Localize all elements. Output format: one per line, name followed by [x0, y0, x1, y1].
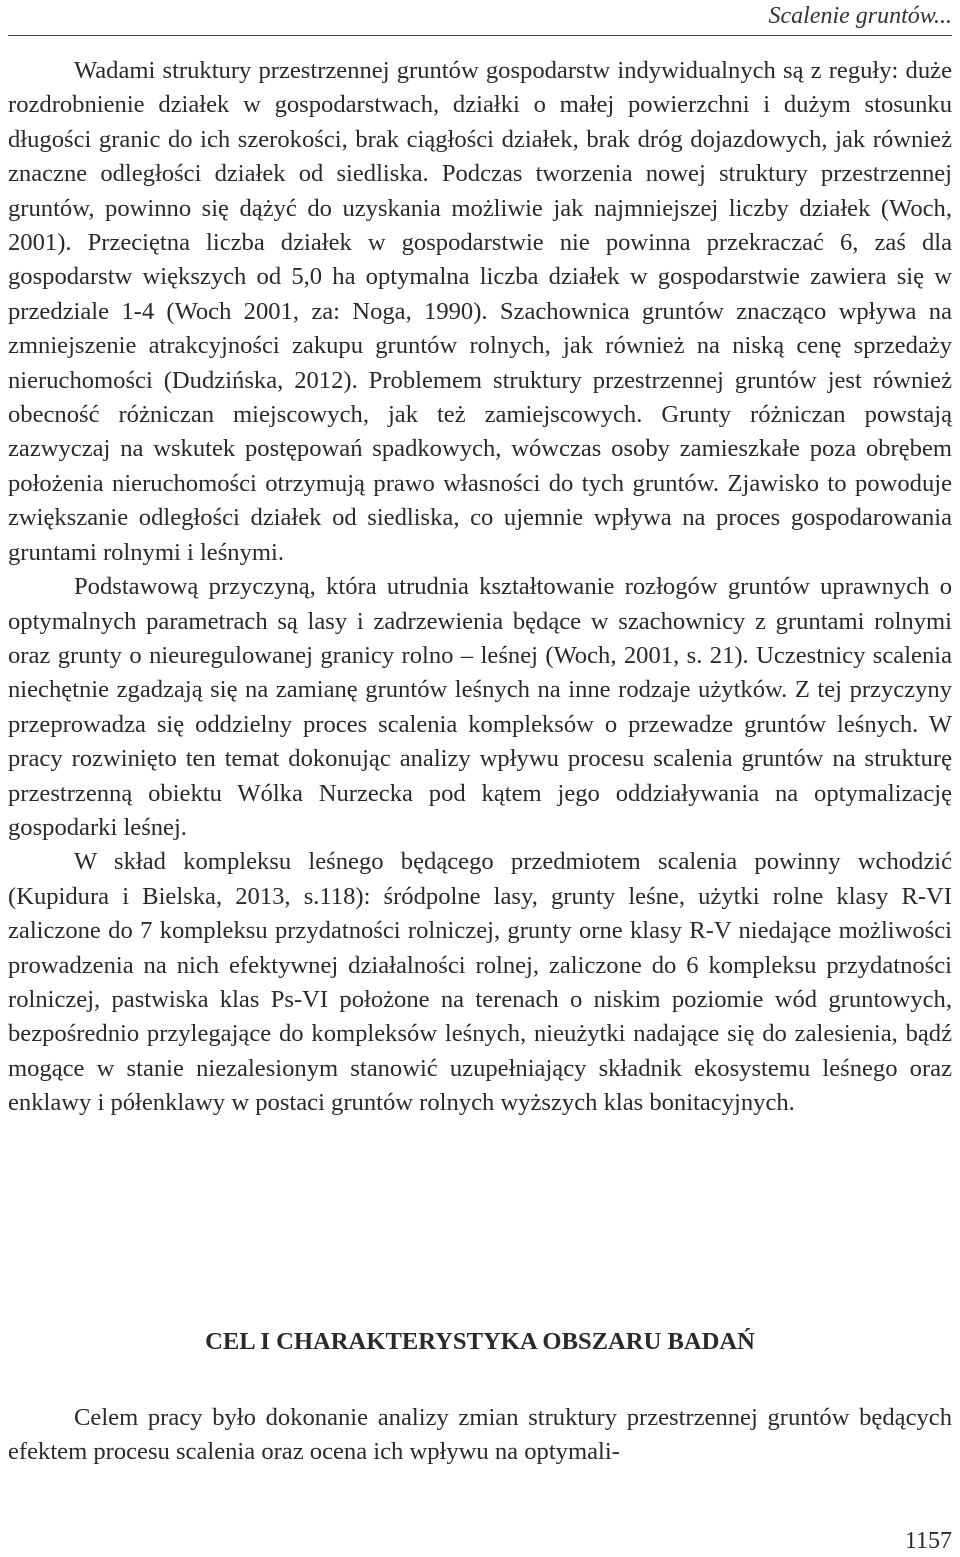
section-body [8, 1401, 952, 1470]
paragraph-2: Podstawową przyczyną, która utrudnia kształtowanie rozłogów gruntów uprawnych o optymalnych parametrach są lasy i zadrzewienia będące w szachownicy z gruntami rolnymi oraz grunty o nieuregulowanej granicy rolno – leśnej (Woch, 2001, s. 21). Uczestnicy scalenia niechętnie zgadzają się na zamianę gruntów leśnych na inne rodzaje użytków. Z tej przyczyny przeprowadza się oddzielny proces scalenia kompleksów o przewadze gruntów leśnych. W pracy rozwinięto ten temat dokonując analizy wpływu procesu scalenia gruntów na strukturę przestrzenną obiektu Wólka Nurzecka pod kątem jego oddziaływania na optymalizację gospodarki leśnej. [8, 573, 952, 841]
section-heading: CEL I CHARAKTERYSTYKA OBSZARU BADAŃ [205, 1328, 755, 1355]
body-text [8, 54, 952, 1121]
paragraph-1: Wadami struktury przestrzennej gruntów gospodarstw indywidualnych są z reguły: duże rozdrobnienie działek w gospodarstwach, działki o małej powierzchni i dużym stosunku długości granic do ich szerokości, brak ciągłości działek, brak dróg dojazdowych, jak również znaczne odległości działek od siedliska. Podczas tworzenia nowej struktury przestrzennej gruntów, powinno się dążyć do uzyskania możliwie jak najmniejszej liczby działek (Woch, 2001). Przeciętna liczba działek w gospodarstwie nie powinna przekraczać 6, zaś dla gospodarstw większych od 5,0 ha optymalna liczba działek w gospodarstwie zawiera się w przedziale 1-4 (Woch 2001, za: Noga, 1990). Szachownica gruntów znacząco wpływa na zmniejszenie atrakcyjności zakupu gruntów rolnych, jak również na niską cenę sprzedaży nieruchomości (Dudzińska, 2012). Problemem struktury przestrzennej gruntów jest również obecność różniczan miejscowych, jak też zamiejscowych. Grunty różniczan powstają zazwyczaj na wskutek postępowań spadkowych, wówczas osoby zamieszkałe poza obrębem położenia nieruchomości otrzymują prawo własności do tych gruntów. Zjawisko to powoduje zwiększanie odległości działek od siedliska, co ujemnie wpływa na proces gospodarowania gruntami rolnymi i leśnymi. [8, 57, 952, 566]
paragraph-3: W skład kompleksu leśnego będącego przedmiotem scalenia powinny wchodzić (Kupidura i Bielska, 2013, s.118): śródpolne lasy, grunty leśne, użytki rolne klasy R-VI zaliczone do 7 kompleksu przydatności rolniczej, grunty orne klasy R-V niedające możliwości prowadzenia na nich efektywnej działalności rolnej, zaliczone do 6 kompleksu przydatności rolniczej, pastwiska klas Ps-VI położone na terenach o niskim poziomie wód gruntowych, bezpośrednio przylegające do kompleksów leśnych, nieużytki nadające się do zalesienia, bądź mogące w stanie niezalesionym stanowić uzupełniający składnik ekosystemu leśnego oraz enklawy i półenklawy w postaci gruntów rolnych wyższych klas bonitacyjnych. [8, 848, 952, 1117]
page-number: 1157 [904, 1528, 952, 1554]
running-header-title: Scalenie gruntów... [768, 3, 952, 29]
section-paragraph: Celem pracy było dokonanie analizy zmian struktury przestrzennej gruntów będących efektem procesu scalenia oraz ocena ich wpływu na optymali- [8, 1404, 952, 1466]
header-divider [8, 35, 952, 36]
